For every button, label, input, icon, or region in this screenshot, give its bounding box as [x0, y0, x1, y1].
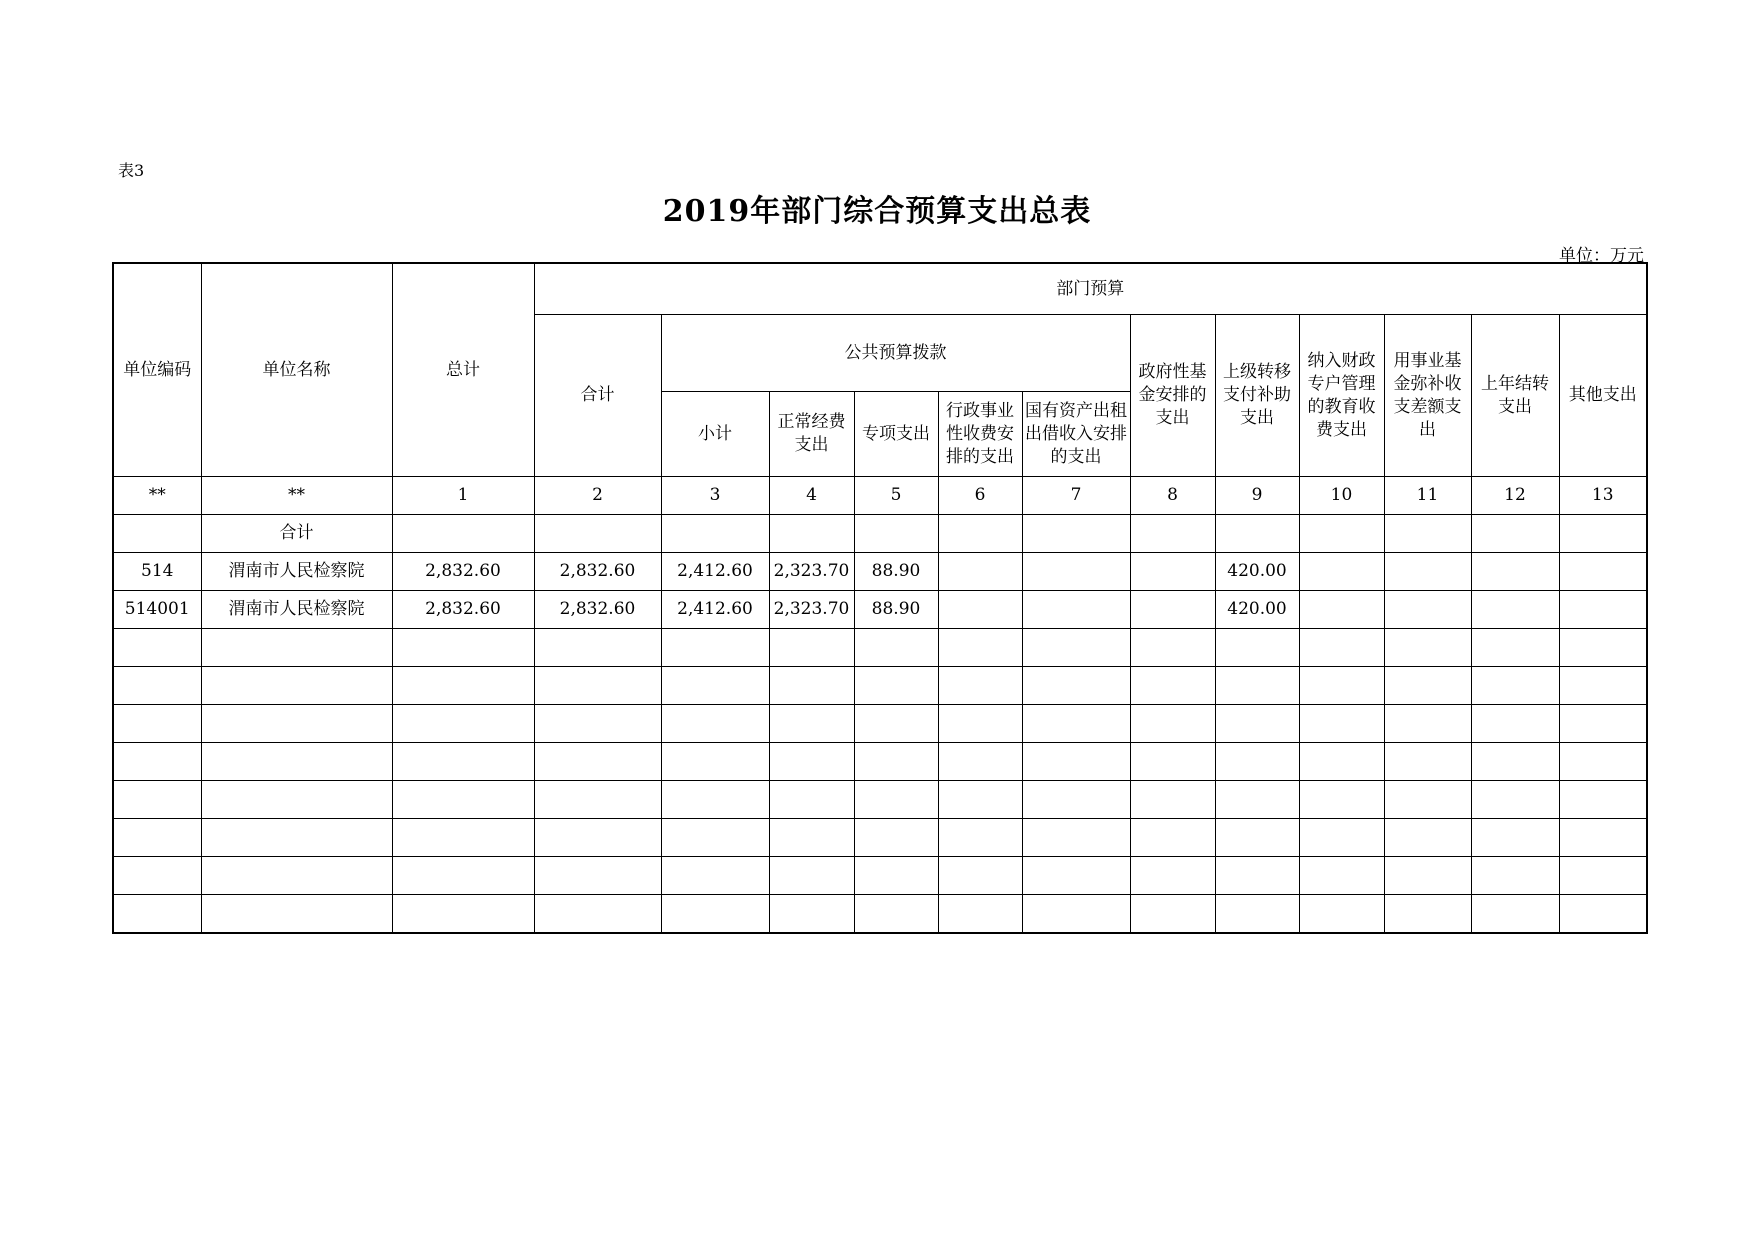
header-subtotal-all: 合计: [534, 315, 661, 477]
cell-state-asset: [1022, 515, 1130, 553]
header-unit-code: 单位编码: [113, 263, 201, 477]
cell-gov-fund: [1130, 553, 1215, 591]
cell-state-asset: [1022, 553, 1130, 591]
index-cell: 13: [1559, 477, 1647, 515]
index-cell: 6: [938, 477, 1022, 515]
cell-name: 合计: [201, 515, 392, 553]
index-cell: 7: [1022, 477, 1130, 515]
cell-special: 88.90: [854, 591, 938, 629]
cell-name: 渭南市人民检察院: [201, 553, 392, 591]
cell-admin-fee: [938, 591, 1022, 629]
header-normal: 正常经费支出: [769, 392, 854, 477]
cell-name: 渭南市人民检察院: [201, 591, 392, 629]
header-public-budget: 公共预算拨款: [661, 315, 1130, 392]
column-index-row: [113, 477, 1647, 515]
cell-admin-fee: [938, 553, 1022, 591]
index-cell: 10: [1299, 477, 1384, 515]
cell-prev-year: [1471, 553, 1559, 591]
cell-biz-fund: [1384, 515, 1471, 553]
table-number: 表3: [118, 161, 145, 180]
empty-row: [113, 629, 1647, 667]
cell-subtotal-all: [534, 515, 661, 553]
cell-other: [1559, 553, 1647, 591]
cell-prev-year: [1471, 515, 1559, 553]
cell-superior: 420.00: [1215, 553, 1299, 591]
cell-gov-fund: [1130, 515, 1215, 553]
cell-subtotal: 2,412.60: [661, 591, 769, 629]
unit-label: 单位：万元: [1559, 246, 1644, 266]
index-cell: 9: [1215, 477, 1299, 515]
header-special: 专项支出: [854, 392, 938, 477]
cell-subtotal: [661, 515, 769, 553]
index-cell: **: [201, 477, 392, 515]
cell-biz-fund: [1384, 591, 1471, 629]
index-cell: 1: [392, 477, 534, 515]
cell-normal: 2,323.70: [769, 553, 854, 591]
cell-biz-fund: [1384, 553, 1471, 591]
header-admin-fee: 行政事业性收费安排的支出: [938, 392, 1022, 477]
cell-normal: 2,323.70: [769, 591, 854, 629]
index-cell: 12: [1471, 477, 1559, 515]
cell-edu-fee: [1299, 553, 1384, 591]
cell-subtotal-all: 2,832.60: [534, 591, 661, 629]
header-subtotal: 小计: [661, 392, 769, 477]
index-cell: 8: [1130, 477, 1215, 515]
cell-state-asset: [1022, 591, 1130, 629]
empty-row: [113, 667, 1647, 705]
cell-code: 514001: [113, 591, 201, 629]
cell-other: [1559, 515, 1647, 553]
index-cell: 3: [661, 477, 769, 515]
cell-total: 2,832.60: [392, 553, 534, 591]
cell-edu-fee: [1299, 591, 1384, 629]
header-state-asset: 国有资产出租出借收入安排的支出: [1022, 392, 1130, 477]
cell-code: 514: [113, 553, 201, 591]
index-cell: 4: [769, 477, 854, 515]
cell-other: [1559, 591, 1647, 629]
empty-row: [113, 857, 1647, 895]
page-title: 2019年部门综合预算支出总表: [662, 194, 1092, 229]
header-superior: 上级转移支付补助支出: [1215, 315, 1299, 477]
cell-special: 88.90: [854, 553, 938, 591]
cell-total: 2,832.60: [392, 591, 534, 629]
cell-edu-fee: [1299, 515, 1384, 553]
empty-row: [113, 705, 1647, 743]
cell-normal: [769, 515, 854, 553]
header-prev-year: 上年结转支出: [1471, 315, 1559, 477]
header-unit-name: 单位名称: [201, 263, 392, 477]
table-row-total: [113, 515, 1647, 553]
cell-superior: 420.00: [1215, 591, 1299, 629]
cell-code: [113, 515, 201, 553]
cell-subtotal-all: 2,832.60: [534, 553, 661, 591]
table-row: [113, 591, 1647, 629]
header-biz-fund: 用事业基金弥补收支差额支出: [1384, 315, 1471, 477]
empty-row: [113, 819, 1647, 857]
header-other: 其他支出: [1559, 315, 1647, 477]
budget-table: [112, 262, 1648, 934]
header-dept-budget: 部门预算: [534, 263, 1647, 315]
index-cell: 5: [854, 477, 938, 515]
cell-prev-year: [1471, 591, 1559, 629]
empty-row: [113, 895, 1647, 934]
header-gov-fund: 政府性基金安排的支出: [1130, 315, 1215, 477]
index-cell: 2: [534, 477, 661, 515]
header-edu-fee: 纳入财政专户管理的教育收费支出: [1299, 315, 1384, 477]
cell-subtotal: 2,412.60: [661, 553, 769, 591]
table-row: [113, 553, 1647, 591]
empty-row: [113, 781, 1647, 819]
cell-admin-fee: [938, 515, 1022, 553]
index-cell: 11: [1384, 477, 1471, 515]
cell-superior: [1215, 515, 1299, 553]
header-row-1: [113, 263, 1647, 315]
cell-gov-fund: [1130, 591, 1215, 629]
cell-total: [392, 515, 534, 553]
header-total: 总计: [392, 263, 534, 477]
empty-row: [113, 743, 1647, 781]
cell-special: [854, 515, 938, 553]
index-cell: **: [113, 477, 201, 515]
